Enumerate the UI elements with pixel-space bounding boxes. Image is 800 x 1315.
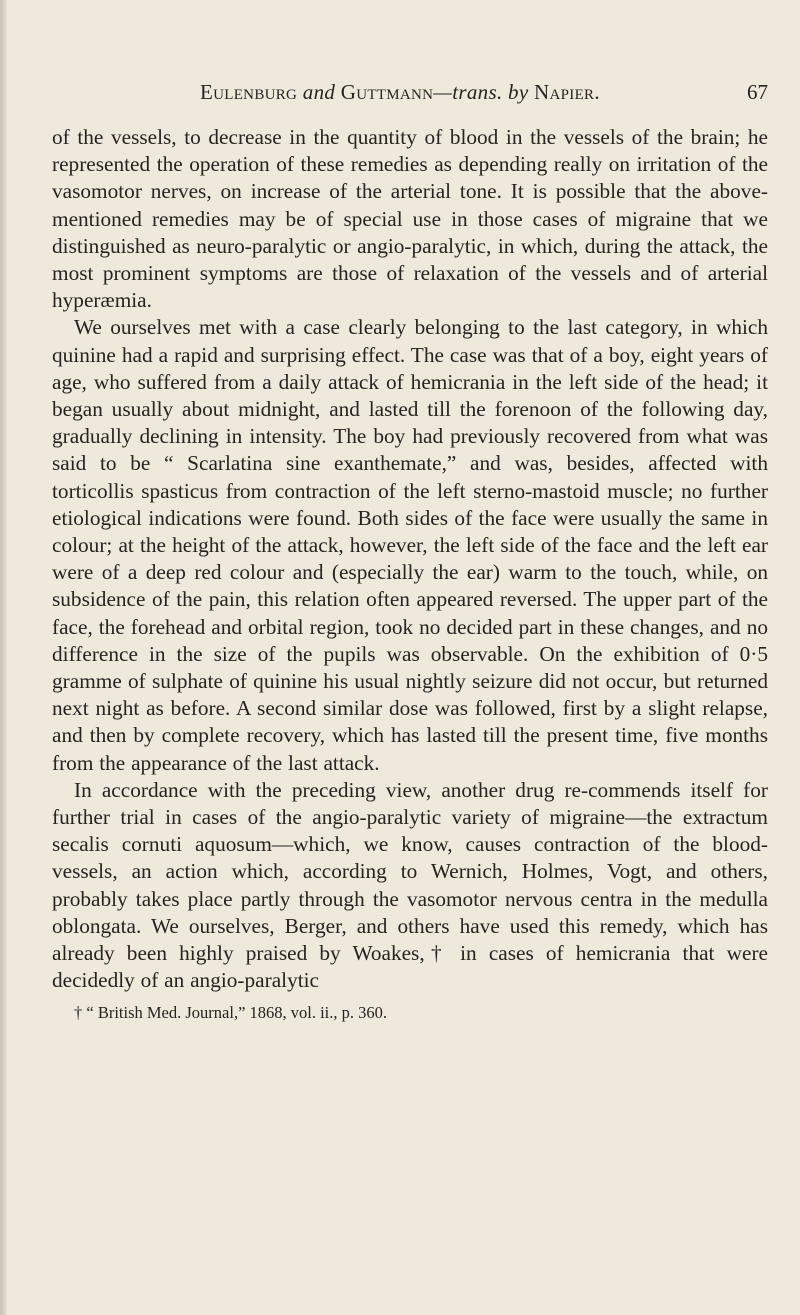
body-text	[52, 124, 768, 995]
paragraph: of the vessels, to decrease in the quantity of blood in the vessels of the brain; he represented the operation of these remedies as depending really on irritation of the vasomotor nerves, on increase of the arterial tone. It is possible that the above-mentioned remedies may be of special use in those cases of migraine that we distinguished as neuro-paralytic or angio-paralytic, in which, during the attack, the most prominent symptoms are those of relaxation of the vessels and of arterial hyperæmia.	[52, 125, 768, 313]
paragraph: We ourselves met with a case clearly belonging to the last category, in which quinine had a rapid and surprising effect. The case was that of a boy, eight years of age, who suffered from a daily attack of hemicrania in the left side of the head; it began usually about midnight, and lasted till the forenoon of the following day, gradually declining in intensity. The boy had previously recovered from what was said to be “ Scarlatina sine exanthemate,” and was, besides, affected with torticollis spasticus from contraction of the left sterno-mastoid muscle; no further etiological indications were found. Both sides of the face were usually the same in colour; at the height of the attack, however, the left side of the face and the left ear were of a deep red colour and (especially the ear) warm to the touch, while, on subsidence of the pain, this relation often appeared reversed. The upper part of the face, the forehead and orbital region, took no decided part in these changes, and no difference in the size of the pupils was observable. On the exhibition of 0·5 gramme of sulphate of quinine his usual nightly seizure did not occur, but returned next night as before. A second similar dose was followed, first by a slight relapse, and then by complete recovery, which has lasted till the present time, five months from the appearance of the last attack.	[52, 315, 768, 775]
running-head	[52, 80, 768, 114]
author-eulenburg: Eulenburg	[200, 80, 298, 104]
conjunction-and: and	[302, 80, 336, 104]
author-guttmann: Guttmann	[340, 80, 434, 104]
page-edge-shadow	[0, 0, 7, 1315]
paragraph: In accordance with the preceding view, another drug re-commends itself for further trial in cases of the angio-paralytic variety of migraine—the extractum secalis cornuti aquosum—which, we know, causes contraction of the blood-vessels, an action which, according to Wernich, Holmes, Vogt, and others, probably takes place partly through the vasomotor nervous centra in the medulla oblongata. We ourselves, Berger, and others have used this remedy, which has already been highly praised by Woakes,† in cases of hemicrania that were decidedly of an angio-paralytic	[52, 777, 768, 993]
page-number: 67	[747, 80, 768, 104]
translation-note: —trans. by	[433, 80, 529, 104]
book-page	[52, 80, 768, 1024]
footnote: † “ British Med. Journal,” 1868, vol. ii., p. 360.	[74, 1002, 388, 1022]
running-head-title	[200, 80, 600, 105]
translator-napier: Napier.	[534, 80, 600, 104]
